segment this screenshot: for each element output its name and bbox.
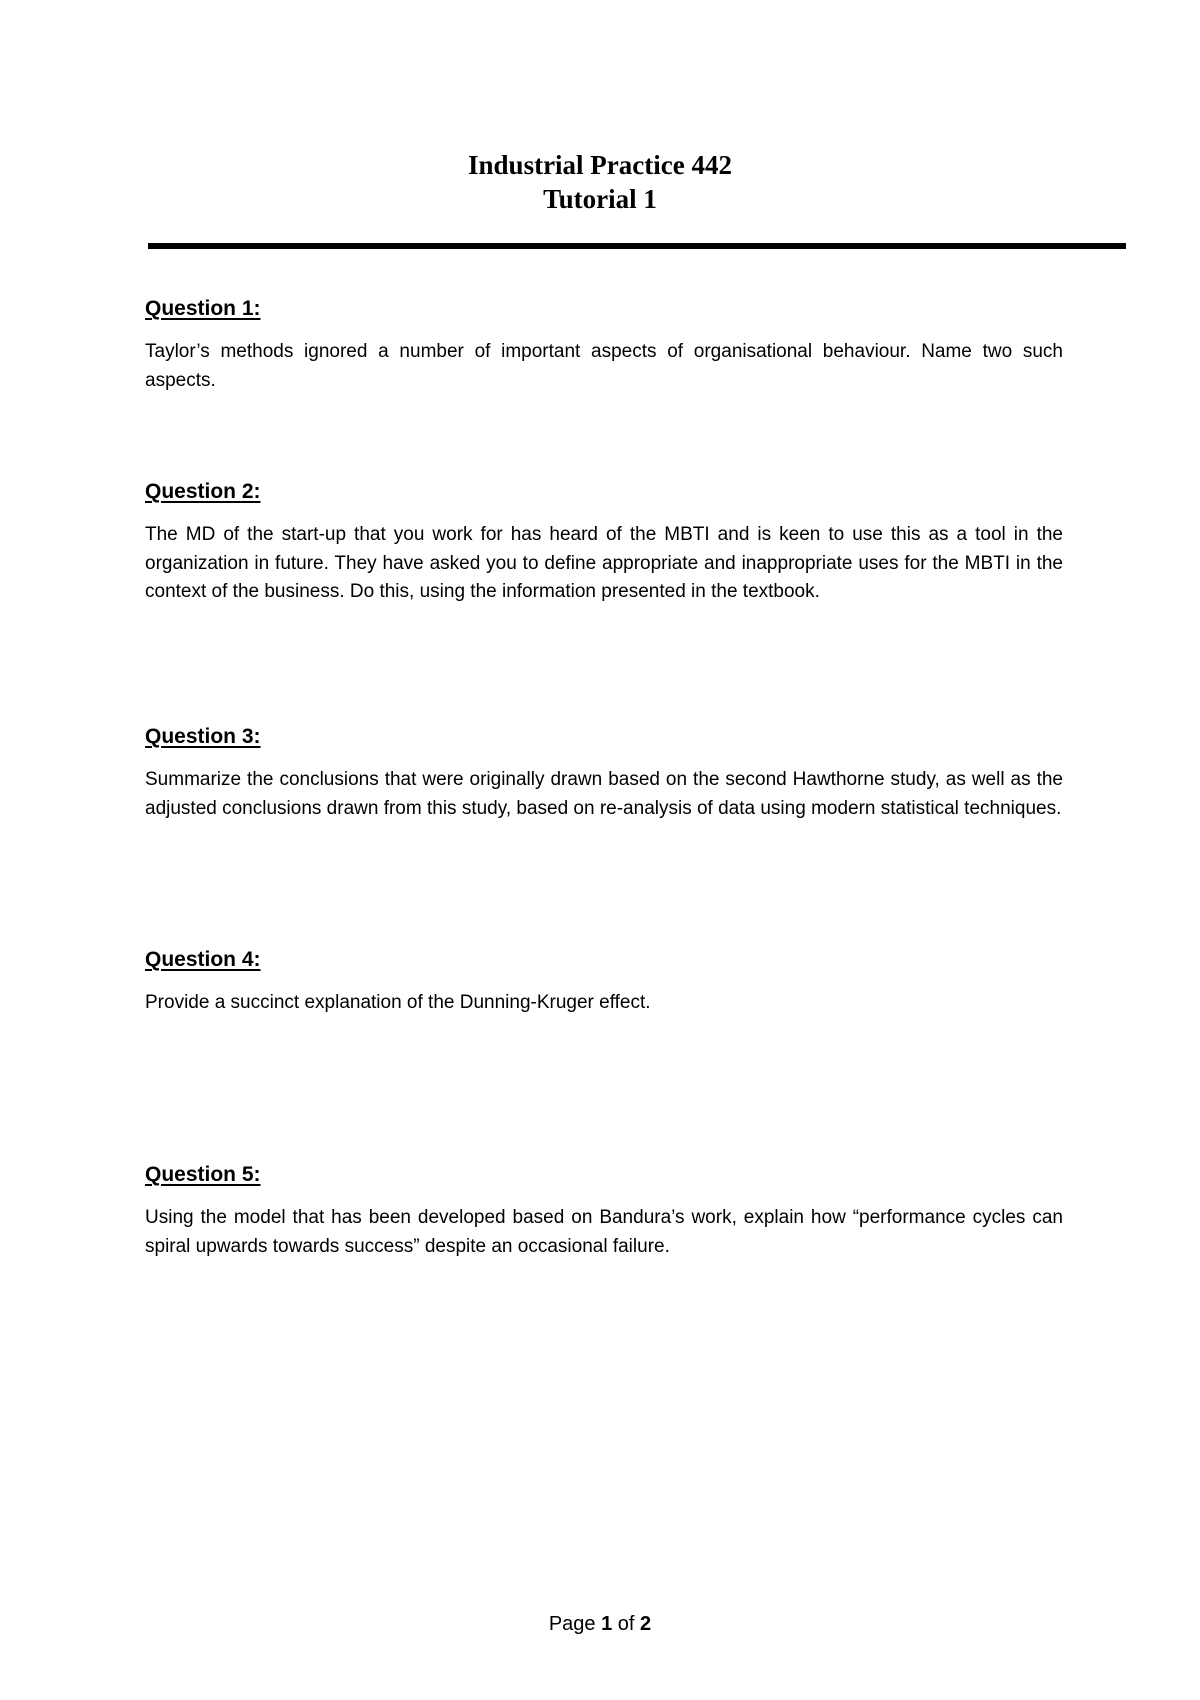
question-3 — [145, 724, 1063, 823]
page-footer — [0, 1611, 1200, 1637]
question-5-heading: Question 5: — [145, 1163, 261, 1186]
question-3-heading: Question 3: — [145, 725, 261, 748]
question-2 — [145, 479, 1063, 607]
question-5 — [145, 1162, 1063, 1261]
page-total-number: 2 — [640, 1613, 652, 1635]
header-divider — [148, 243, 1126, 249]
document-header — [0, 148, 1200, 216]
question-4 — [145, 947, 1063, 1018]
question-2-heading: Question 2: — [145, 480, 261, 503]
question-1-heading: Question 1: — [145, 297, 261, 320]
question-1-text: Taylor’s methods ignored a number of important aspects of organisational behaviour. Name two such aspects. — [145, 341, 1063, 391]
question-2-text: The MD of the start-up that you work for has heard of the MBTI and is keen to use this as a tool in the organization in future. They have asked you to define appropriate and inappropriate uses for the MBTI in the context of the business. Do this, using the information presented in the textbook. — [145, 524, 1063, 602]
page-current-number: 1 — [601, 1613, 613, 1635]
document-title: Industrial Practice 442 — [468, 150, 732, 180]
question-4-heading: Question 4: — [145, 948, 261, 971]
page-label: Page — [548, 1613, 596, 1635]
question-1 — [145, 296, 1063, 395]
document-subtitle: Tutorial 1 — [543, 184, 657, 214]
question-5-text: Using the model that has been developed based on Bandura’s work, explain how “performance cycles can spiral upwards towards success” despite an occasional failure. — [145, 1207, 1063, 1257]
question-3-text: Summarize the conclusions that were originally drawn based on the second Hawthorne study, as well as the adjusted conclusions drawn from this study, based on re-analysis of data using modern statistical techniques. — [145, 769, 1063, 819]
page-of-label: of — [617, 1613, 635, 1635]
question-4-text: Provide a succinct explanation of the Dunning-Kruger effect. — [145, 992, 651, 1013]
